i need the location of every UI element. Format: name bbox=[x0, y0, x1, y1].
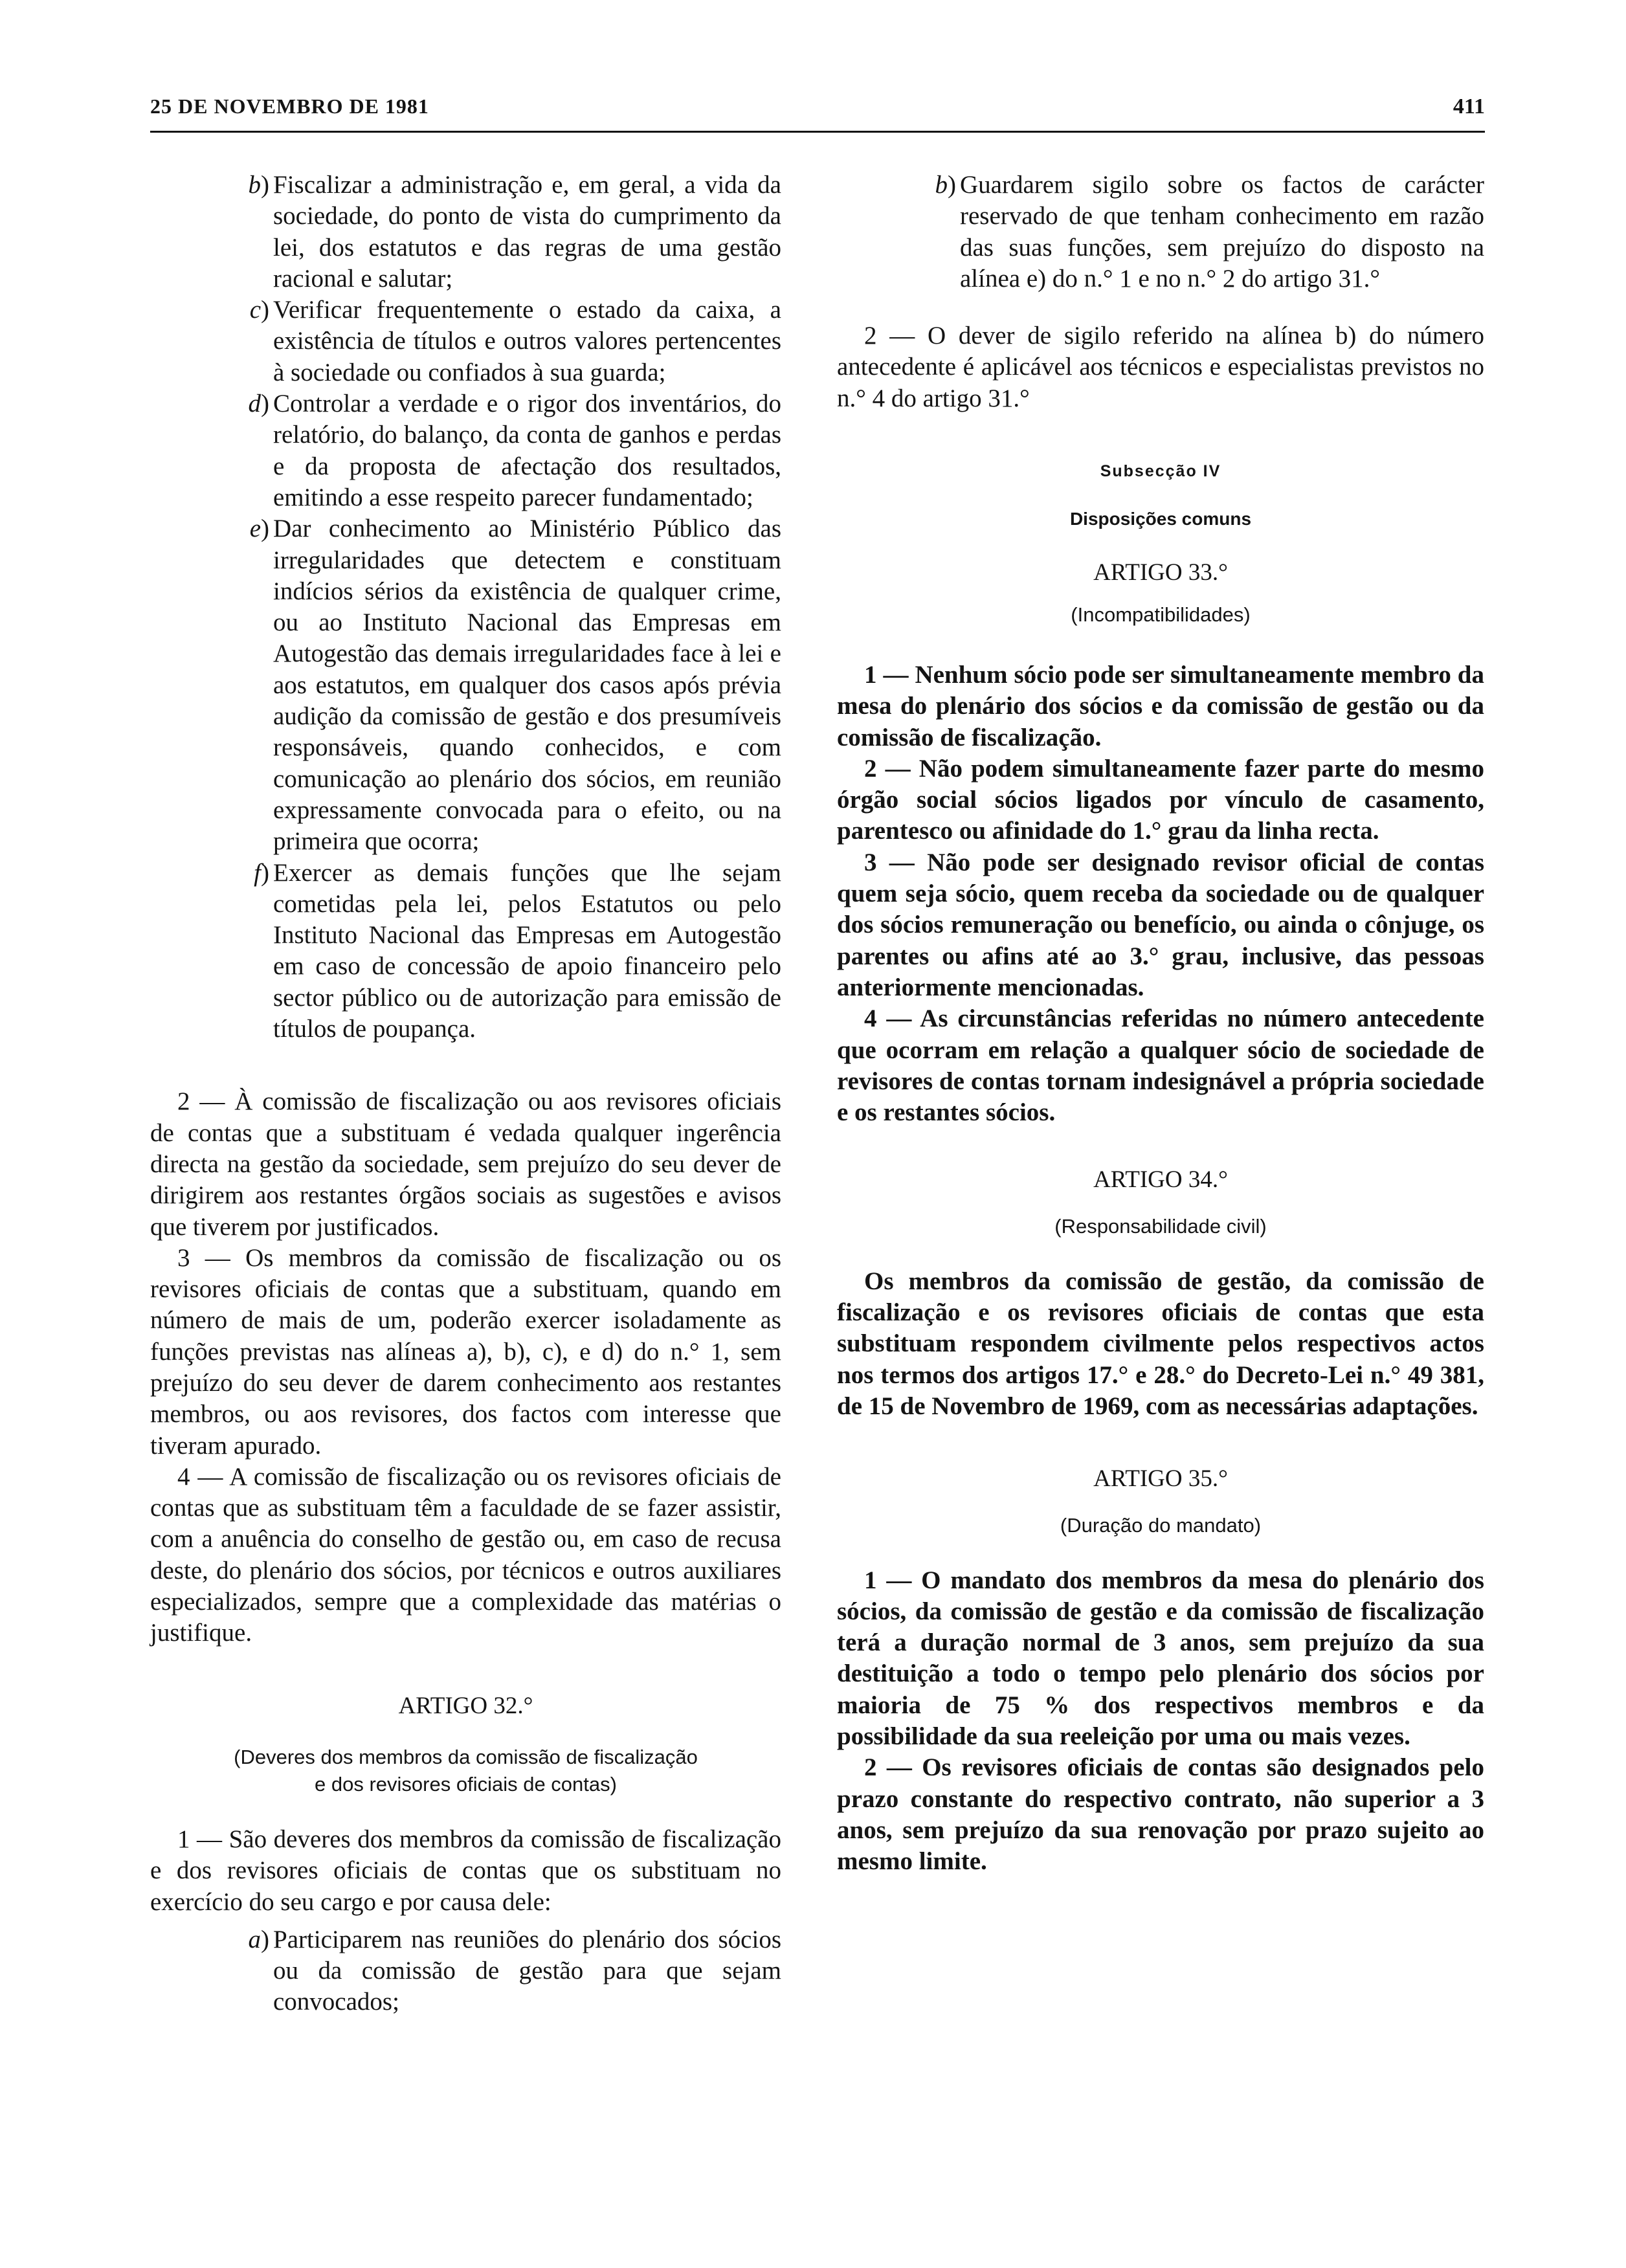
list-item: a) Participarem nas reuniões do plenário dos sócios ou da comissão de gestão para que sejam convocados; bbox=[248, 1925, 781, 2016]
paragraph: Os membros da comissão de gestão, da comissão de fiscalização e os revisores oficiais de contas que esta substituam respondem civilmente pelos respectivos actos nos termos dos artigos 17.° e 28.° do Decreto-Lei n.° 49 381, de 15 de Novembro de 1969, com as necessárias adaptações. bbox=[837, 1267, 1484, 1420]
item-letter: a bbox=[248, 1925, 261, 1953]
item-text: Participarem nas reuniões do plenário dos sócios ou da comissão de gestão para que sejam convocados; bbox=[273, 1925, 781, 2016]
paragraph: 3 — Não pode ser designado revisor oficial de contas quem seja sócio, quem receba da sociedade ou de qualquer dos sócios remuneração ou benefício, ou ainda o cônjuge, os parentes ou afins até ao 3.° grau, inclusive, das pessoas anteriormente mencionadas. bbox=[837, 848, 1484, 1001]
article-note: (Duração do mandato) bbox=[1060, 1513, 1262, 1537]
article-heading: ARTIGO 34.° bbox=[1093, 1166, 1228, 1194]
left-column bbox=[150, 170, 781, 2018]
item-letter: d bbox=[248, 390, 261, 418]
paragraph: 3 — Os membros da comissão de fiscalização ou os revisores oficiais de contas que a substituam, quando em número de mais de um, poderão exercer isoladamente as funções previstas nas alíneas a), b), c), e d) do n.° 1, sem prejuízo do seu dever de darem conhecimento aos restantes membros, ou aos revisores, dos factos com interesse que tiveram apurado. bbox=[150, 1243, 781, 1460]
list-item: d) Controlar a verdade e o rigor dos inventários, do relatório, do balanço, da conta de ganhos e perdas e da proposta de afectação dos resultados, emitindo a esse respeito parecer fundamentado; bbox=[248, 390, 781, 511]
paragraph: 4 — As circunstâncias referidas no número antecedente que ocorram em relação a qualquer sócio de sociedade de revisores de contas tornam indesignável a própria sociedade e os restantes sócios. bbox=[837, 1005, 1484, 1127]
list-item: f) Exercer as demais funções que lhe sejam cometidas pela lei, pelos Estatutos ou pelo Instituto Nacional das Empresas em Autogestão em caso de concessão de apoio financeiro pelo sector público ou de autorização para emissão de títulos de poupança. bbox=[254, 858, 781, 1043]
paragraph: 2 — O dever de sigilo referido na alínea b) do número antecedente é aplicável aos técnicos e especialistas previstos no n.° 4 do artigo 31.° bbox=[837, 322, 1484, 412]
article-heading: ARTIGO 35.° bbox=[1093, 1465, 1228, 1493]
subsection-label: Subsecção IV bbox=[1100, 462, 1221, 481]
item-text: Dar conhecimento ao Ministério Público das irregularidades que detectem e constituam indícios sérios da existência de qualquer crime, ou ao Instituto Nacional das Empresas em Autogestão das demais irregularidades face à lei e aos estatutos, em qualquer dos casos após prévia audição da comissão de gestão e dos presumíveis responsáveis, quando conhecidos, e com comunicação ao plenário dos sócios, em reunião expressamente convocada para o efeito, ou na primeira que ocorra; bbox=[273, 515, 781, 856]
paragraph: 2 — Não podem simultaneamente fazer parte do mesmo órgão social sócios ligados por vínculo de casamento, parentesco ou afinidade do 1.° grau da linha recta. bbox=[837, 754, 1484, 845]
item-letter: f bbox=[254, 858, 261, 887]
list-item: c) Verificar frequentemente o estado da caixa, a existência de títulos e outros valores pertencentes à sociedade ou confiados à sua guarda; bbox=[249, 296, 781, 386]
subsection-title: Disposições comuns bbox=[1069, 509, 1252, 529]
item-text: Controlar a verdade e o rigor dos inventários, do relatório, do balanço, da conta de ganhos e perdas e da proposta de afectação dos resultados, emitindo a esse respeito parecer fundamentado; bbox=[273, 390, 781, 511]
list-item: b) Fiscalizar a administração e, em geral, a vida da sociedade, do ponto de vista do cumprimento da lei, dos estatutos e das regras de uma gestão racional e salutar; bbox=[248, 171, 781, 293]
article-heading: ARTIGO 33.° bbox=[1093, 559, 1228, 586]
paragraph: 2 — Os revisores oficiais de contas são designados pelo prazo constante do respectivo contrato, não superior a 3 anos, sem prejuízo da sua renovação por prazo sujeito ao mesmo limite. bbox=[837, 1753, 1484, 1876]
item-text: Exercer as demais funções que lhe sejam cometidas pela lei, pelos Estatutos ou pelo Instituto Nacional das Empresas em Autogestão em caso de concessão de apoio financeiro pelo sector público ou de autorização para emissão de títulos de poupança. bbox=[273, 858, 781, 1043]
item-text: Guardarem sigilo sobre os factos de carácter reservado de que tenham conhecimento em razão das suas funções, sem prejuízo do disposto na alínea e) do n.° 1 e no n.° 2 do artigo 31.° bbox=[960, 171, 1484, 293]
paragraph: 1 — O mandato dos membros da mesa do plenário dos sócios, da comissão de gestão e da comissão de fiscalização terá a duração normal de 3 anos, sem prejuízo da sua destituição a todo o tempo pelo plenário dos sócios por maioria de 75 % dos respectivos membros e da possibilidade da sua reeleição por uma ou mais vezes. bbox=[837, 1566, 1484, 1750]
paragraph: 1 — Nenhum sócio pode ser simultaneamente membro da mesa do plenário dos sócios e da comissão de gestão ou da comissão de fiscalização. bbox=[837, 660, 1484, 751]
paragraph: 4 — A comissão de fiscalização ou os revisores oficiais de contas que as substituam têm a faculdade de se fazer assistir, com a anuência do conselho de gestão ou, em caso de recusa deste, do plenário dos sócios, por técnicos e outros auxiliares especializados, sempre que a complexidade das matérias o justifique. bbox=[150, 1462, 781, 1647]
article-note: (Incompatibilidades) bbox=[1071, 603, 1251, 626]
right-column bbox=[837, 170, 1484, 1877]
item-letter: e bbox=[249, 515, 261, 543]
article-note-line: e dos revisores oficiais de contas) bbox=[315, 1772, 617, 1796]
paragraph: 1 — São deveres dos membros da comissão de fiscalização e dos revisores oficiais de contas que os substituam no exercício do seu cargo e por causa dele: bbox=[150, 1825, 781, 1916]
list-item: e) Dar conhecimento ao Ministério Público das irregularidades que detectem e constituam indícios sérios da existência de qualquer crime, ou ao Instituto Nacional das Empresas em Autogestão das demais irregularidades face à lei e aos estatutos, em qualquer dos casos após prévia audição da comissão de gestão e dos presumíveis responsáveis, quando conhecidos, e com comunicação ao plenário dos sócios, em reunião expressamente convocada para o efeito, ou na primeira que ocorra; bbox=[249, 515, 781, 856]
issue-date: 25 DE NOVEMBRO DE 1981 bbox=[150, 94, 429, 118]
article-heading: ARTIGO 32.° bbox=[398, 1692, 533, 1719]
item-text: Fiscalizar a administração e, em geral, a vida da sociedade, do ponto de vista do cumprimento da lei, dos estatutos e das regras de uma gestão racional e salutar; bbox=[273, 171, 781, 293]
item-letter: b bbox=[935, 171, 948, 199]
list-item: b) Guardarem sigilo sobre os factos de carácter reservado de que tenham conhecimento em razão das suas funções, sem prejuízo do disposto na alínea e) do n.° 1 e no n.° 2 do artigo 31.° bbox=[935, 171, 1484, 293]
article-note: (Responsabilidade civil) bbox=[1054, 1214, 1267, 1238]
item-letter: c bbox=[249, 296, 261, 324]
paragraph: 2 — À comissão de fiscalização ou aos revisores oficiais de contas que a substituam é vedada qualquer ingerência directa na gestão da sociedade, sem prejuízo do seu dever de dirigirem aos restantes órgãos sociais as sugestões e avisos que tiverem por justificados. bbox=[150, 1087, 781, 1241]
page-number: 411 bbox=[1453, 94, 1485, 118]
article-note-line: (Deveres dos membros da comissão de fiscalização bbox=[234, 1745, 698, 1768]
item-text: Verificar frequentemente o estado da caixa, a existência de títulos e outros valores pertencentes à sociedade ou confiados à sua guarda; bbox=[273, 296, 781, 386]
item-letter: b bbox=[248, 171, 261, 199]
page-header bbox=[150, 94, 1485, 133]
